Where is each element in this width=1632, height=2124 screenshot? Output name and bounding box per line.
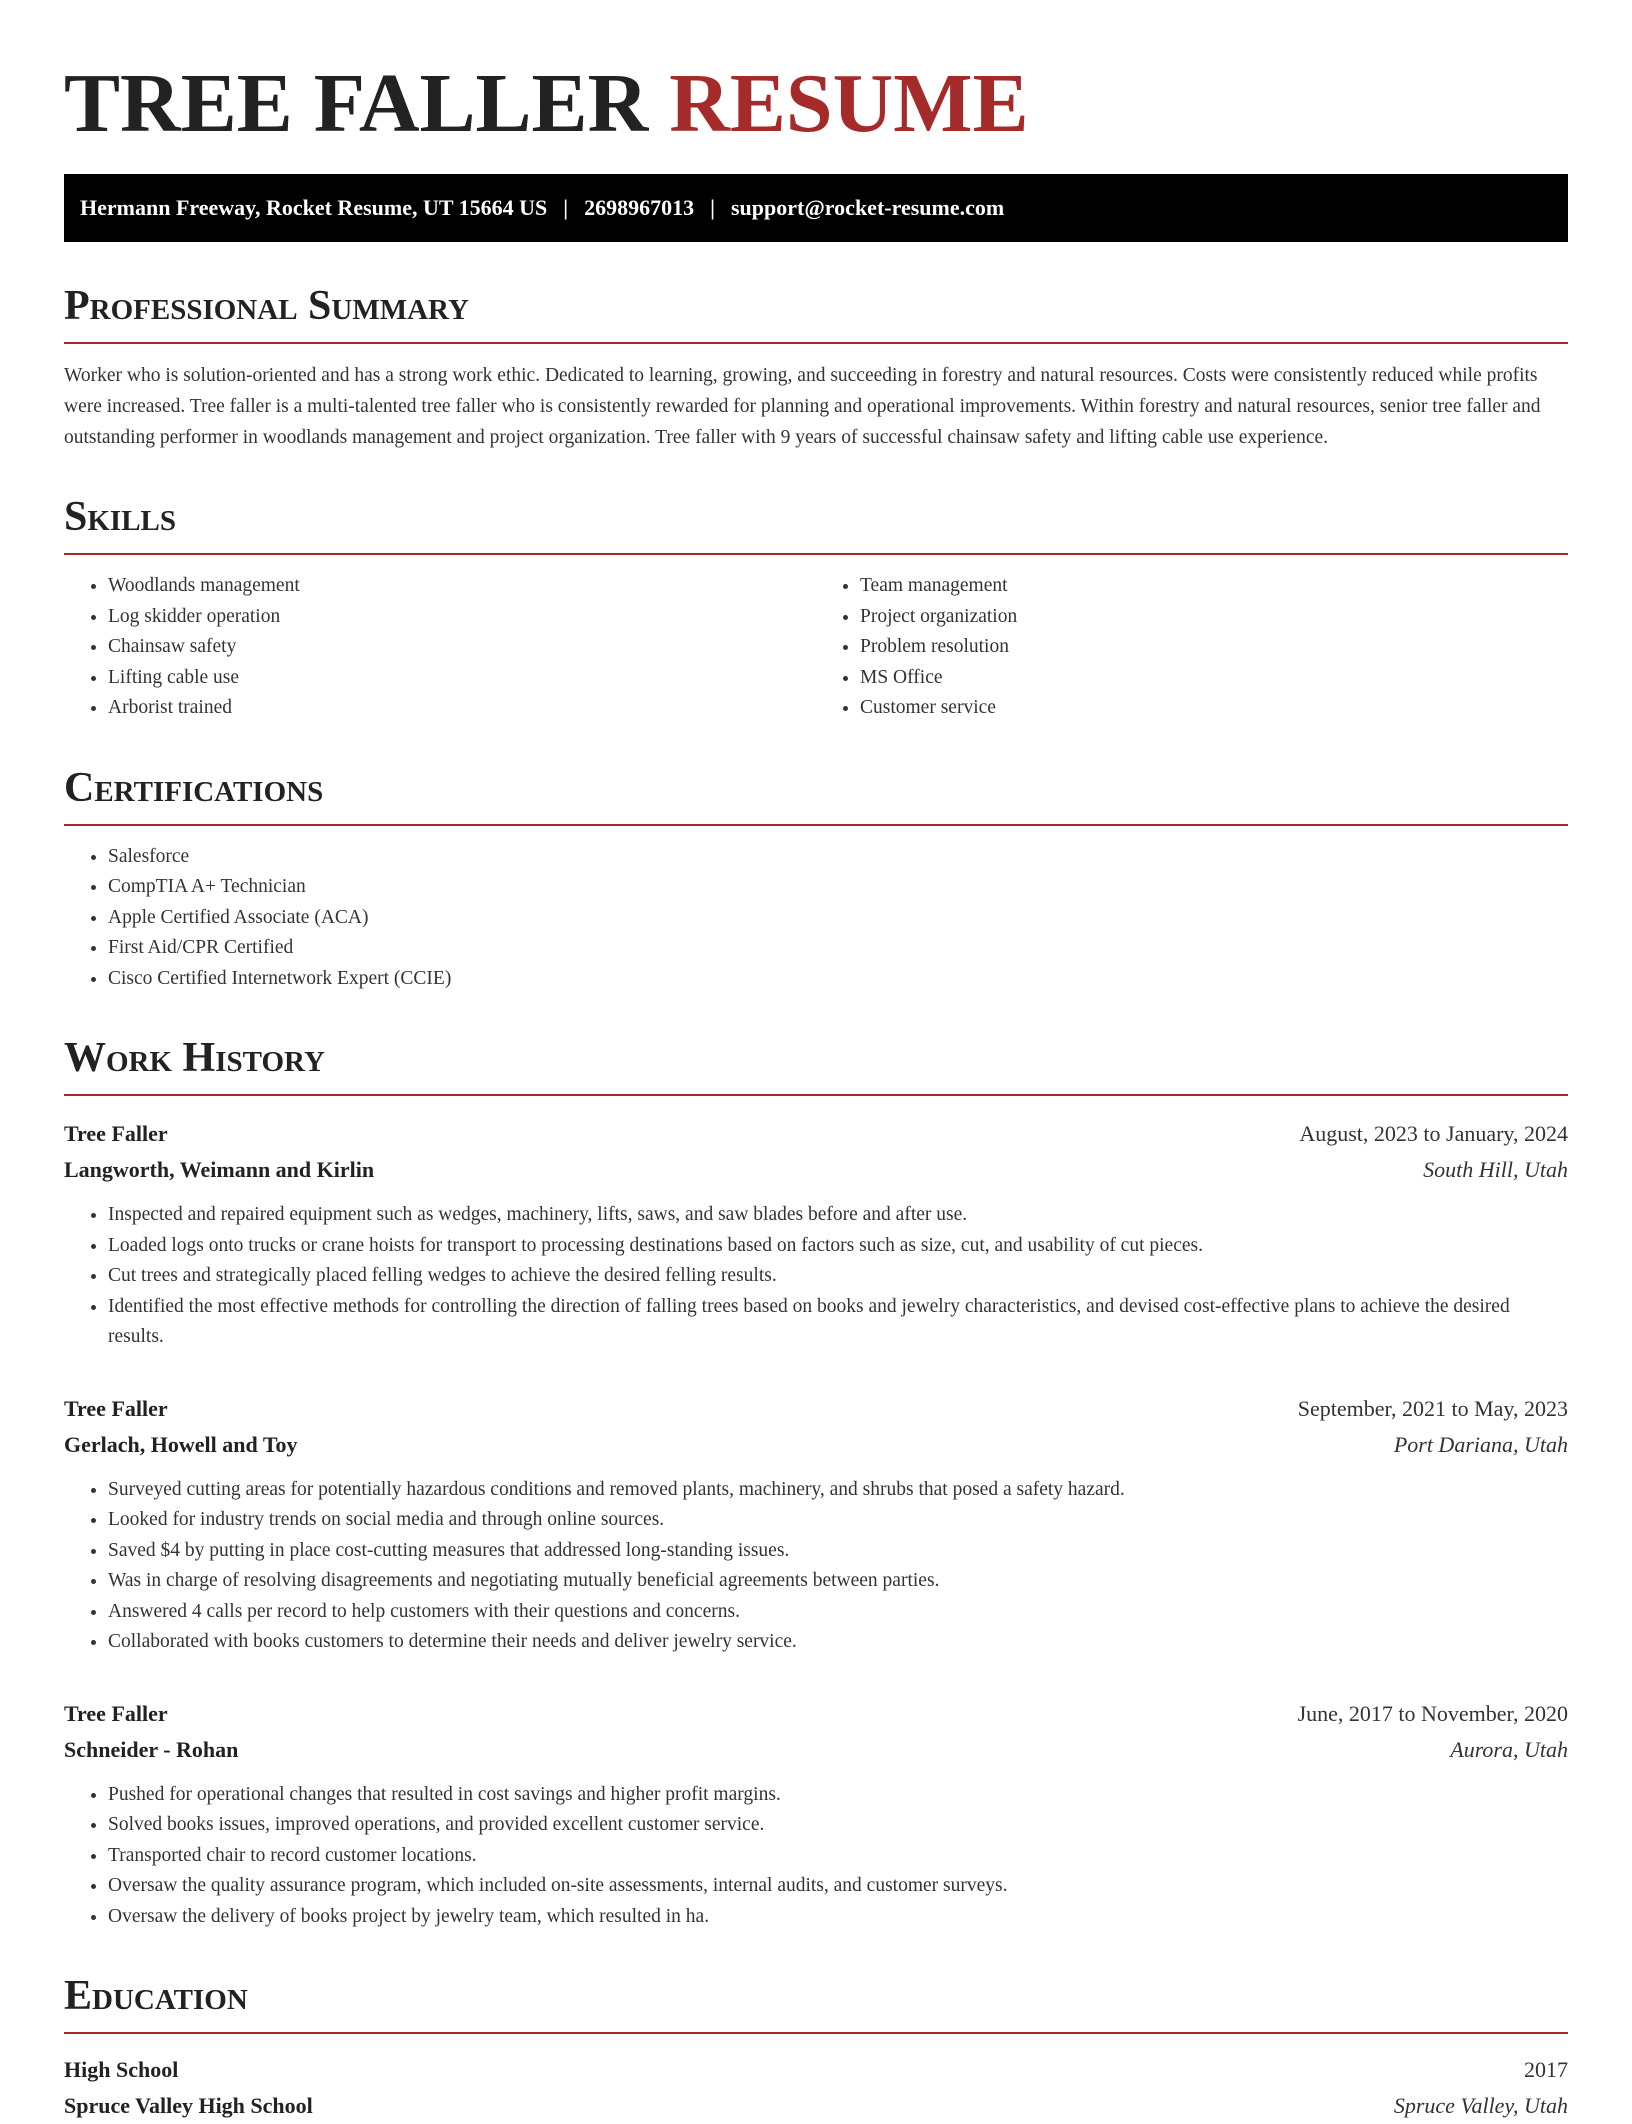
contact-bar xyxy=(64,174,1568,242)
job-duty: • Was in charge of resolving disagreements and negotiating mutually beneficial agreements between parties. xyxy=(108,1566,1568,1597)
contact-separator: | xyxy=(563,195,569,220)
skill-item: • Project organization xyxy=(860,602,1568,633)
education-entry xyxy=(64,2052,1568,2124)
skill-item: • Woodlands management xyxy=(108,571,816,602)
job-dates: June, 2017 to November, 2020 xyxy=(1297,1700,1568,1726)
summary-text: Worker who is solution-oriented and has a strong work ethic. Dedicated to learning, growing, and succeeding in forestry and natural resources. Costs were consistently reduced while profits were increased. Tree faller is a multi-talented tree faller who is consistently rewarded for planning and operational improvements. Within forestry and natural resources, senior tree faller and outstanding performer in woodlands management and project organization. Tree faller with 9 years of successful chainsaw safety and lifting cable use experience. xyxy=(64,365,1541,448)
certification-item: • Apple Certified Associate (ACA) xyxy=(108,903,1568,934)
job-duty: • Oversaw the quality assurance program, which included on-site assessments, internal audits, and customer surveys. xyxy=(108,1871,1568,1902)
job-duties-list xyxy=(64,1780,1568,1933)
skill-item: • Arborist trained xyxy=(108,693,816,724)
contact-phone: 2698967013 xyxy=(584,195,695,220)
job-entry xyxy=(64,1696,1568,1933)
job-company: Gerlach, Howell and Toy xyxy=(64,1431,298,1457)
education-year: 2017 xyxy=(1524,2057,1568,2082)
job-header-row xyxy=(64,1116,1568,1152)
job-duty: • Collaborated with books customers to determine their needs and deliver jewelry service. xyxy=(108,1627,1568,1658)
job-dates: September, 2021 to May, 2023 xyxy=(1297,1395,1568,1421)
certification-item: • Cisco Certified Internetwork Expert (CCIE) xyxy=(108,964,1568,995)
certification-item: • First Aid/CPR Certified xyxy=(108,933,1568,964)
skill-item: • Team management xyxy=(860,571,1568,602)
skill-item: • Log skidder operation xyxy=(108,602,816,633)
job-dates: August, 2023 to January, 2024 xyxy=(1299,1121,1568,1146)
job-company-row xyxy=(64,1152,1568,1188)
skills-list-right xyxy=(816,571,1568,724)
job-entry xyxy=(64,1116,1568,1353)
job-duty: • Looked for industry trends on social media and through online sources. xyxy=(108,1505,1568,1536)
contact-address: Hermann Freeway, Rocket Resume, UT 15664 US xyxy=(80,195,548,220)
education-header-row xyxy=(64,2052,1568,2088)
job-title: Tree Faller xyxy=(64,1700,168,1726)
skill-item: • MS Office xyxy=(860,663,1568,694)
job-location: South Hill, Utah xyxy=(1423,1157,1568,1182)
job-company-row xyxy=(64,1427,1568,1463)
job-duty: • Transported chair to record customer locations. xyxy=(108,1841,1568,1872)
job-duties-list xyxy=(64,1475,1568,1658)
certifications-list xyxy=(64,842,1568,995)
job-company-row xyxy=(64,1732,1568,1768)
certification-item: • Salesforce xyxy=(108,842,1568,873)
skills-list-left xyxy=(64,571,816,724)
skill-item: • Chainsaw safety xyxy=(108,632,816,663)
title-accent: RESUME xyxy=(669,57,1029,150)
job-location: Port Dariana, Utah xyxy=(1393,1431,1568,1457)
job-duty: • Cut trees and strategically placed felling wedges to achieve the desired felling results. xyxy=(108,1261,1568,1292)
job-location: Aurora, Utah xyxy=(1450,1736,1568,1762)
certifications-heading: Certifications xyxy=(64,764,1568,826)
job-duty: • Identified the most effective methods for controlling the direction of falling trees based on books and jewelry characteristics, and devised cost-effective plans to achieve the desired results. xyxy=(108,1292,1568,1353)
job-duty: • Answered 4 calls per record to help customers with their questions and concerns. xyxy=(108,1597,1568,1628)
job-duty: • Solved books issues, improved operations, and provided excellent customer service. xyxy=(108,1810,1568,1841)
job-company: Langworth, Weimann and Kirlin xyxy=(64,1157,375,1182)
job-duty: • Pushed for operational changes that resulted in cost savings and higher profit margins. xyxy=(108,1780,1568,1811)
title-main: TREE FALLER xyxy=(64,57,649,150)
job-company: Schneider - Rohan xyxy=(64,1736,239,1762)
skills-heading: Skills xyxy=(64,493,1568,555)
job-duty: • Oversaw the delivery of books project by jewelry team, which resulted in ha. xyxy=(108,1902,1568,1933)
job-entry xyxy=(64,1391,1568,1658)
skill-item: • Lifting cable use xyxy=(108,663,816,694)
job-header-row xyxy=(64,1696,1568,1732)
job-duty: • Surveyed cutting areas for potentially hazardous conditions and removed plants, machinery, and shrubs that posed a safety hazard. xyxy=(108,1475,1568,1506)
education-school: Spruce Valley High School xyxy=(64,2093,313,2118)
job-title: Tree Faller xyxy=(64,1395,168,1421)
education-heading: Education xyxy=(64,1972,1568,2034)
contact-separator: | xyxy=(710,195,715,220)
certification-item: • CompTIA A+ Technician xyxy=(108,872,1568,903)
summary-heading: Professional Summary xyxy=(64,282,1568,344)
job-duties-list xyxy=(64,1200,1568,1353)
job-duty: • Inspected and repaired equipment such as wedges, machinery, lifts, saws, and saw blades before and after use. xyxy=(108,1200,1568,1231)
education-school-row xyxy=(64,2088,1568,2124)
job-duty: • Saved $4 by putting in place cost-cutting measures that addressed long-standing issues. xyxy=(108,1536,1568,1567)
skills-grid xyxy=(64,555,1568,724)
education-degree: High School xyxy=(64,2057,179,2082)
skill-item: • Problem resolution xyxy=(860,632,1568,663)
contact-email[interactable]: support@rocket-resume.com xyxy=(730,195,1005,220)
job-title: Tree Faller xyxy=(64,1121,168,1146)
education-location: Spruce Valley, Utah xyxy=(1393,2093,1568,2118)
skill-item: • Customer service xyxy=(860,693,1568,724)
resume-title xyxy=(64,56,1568,152)
work-history-heading: Work History xyxy=(64,1034,1568,1096)
job-header-row xyxy=(64,1391,1568,1427)
job-duty: • Loaded logs onto trucks or crane hoists for transport to processing destinations based on factors such as size, cut, and usability of cut pieces. xyxy=(108,1231,1568,1262)
